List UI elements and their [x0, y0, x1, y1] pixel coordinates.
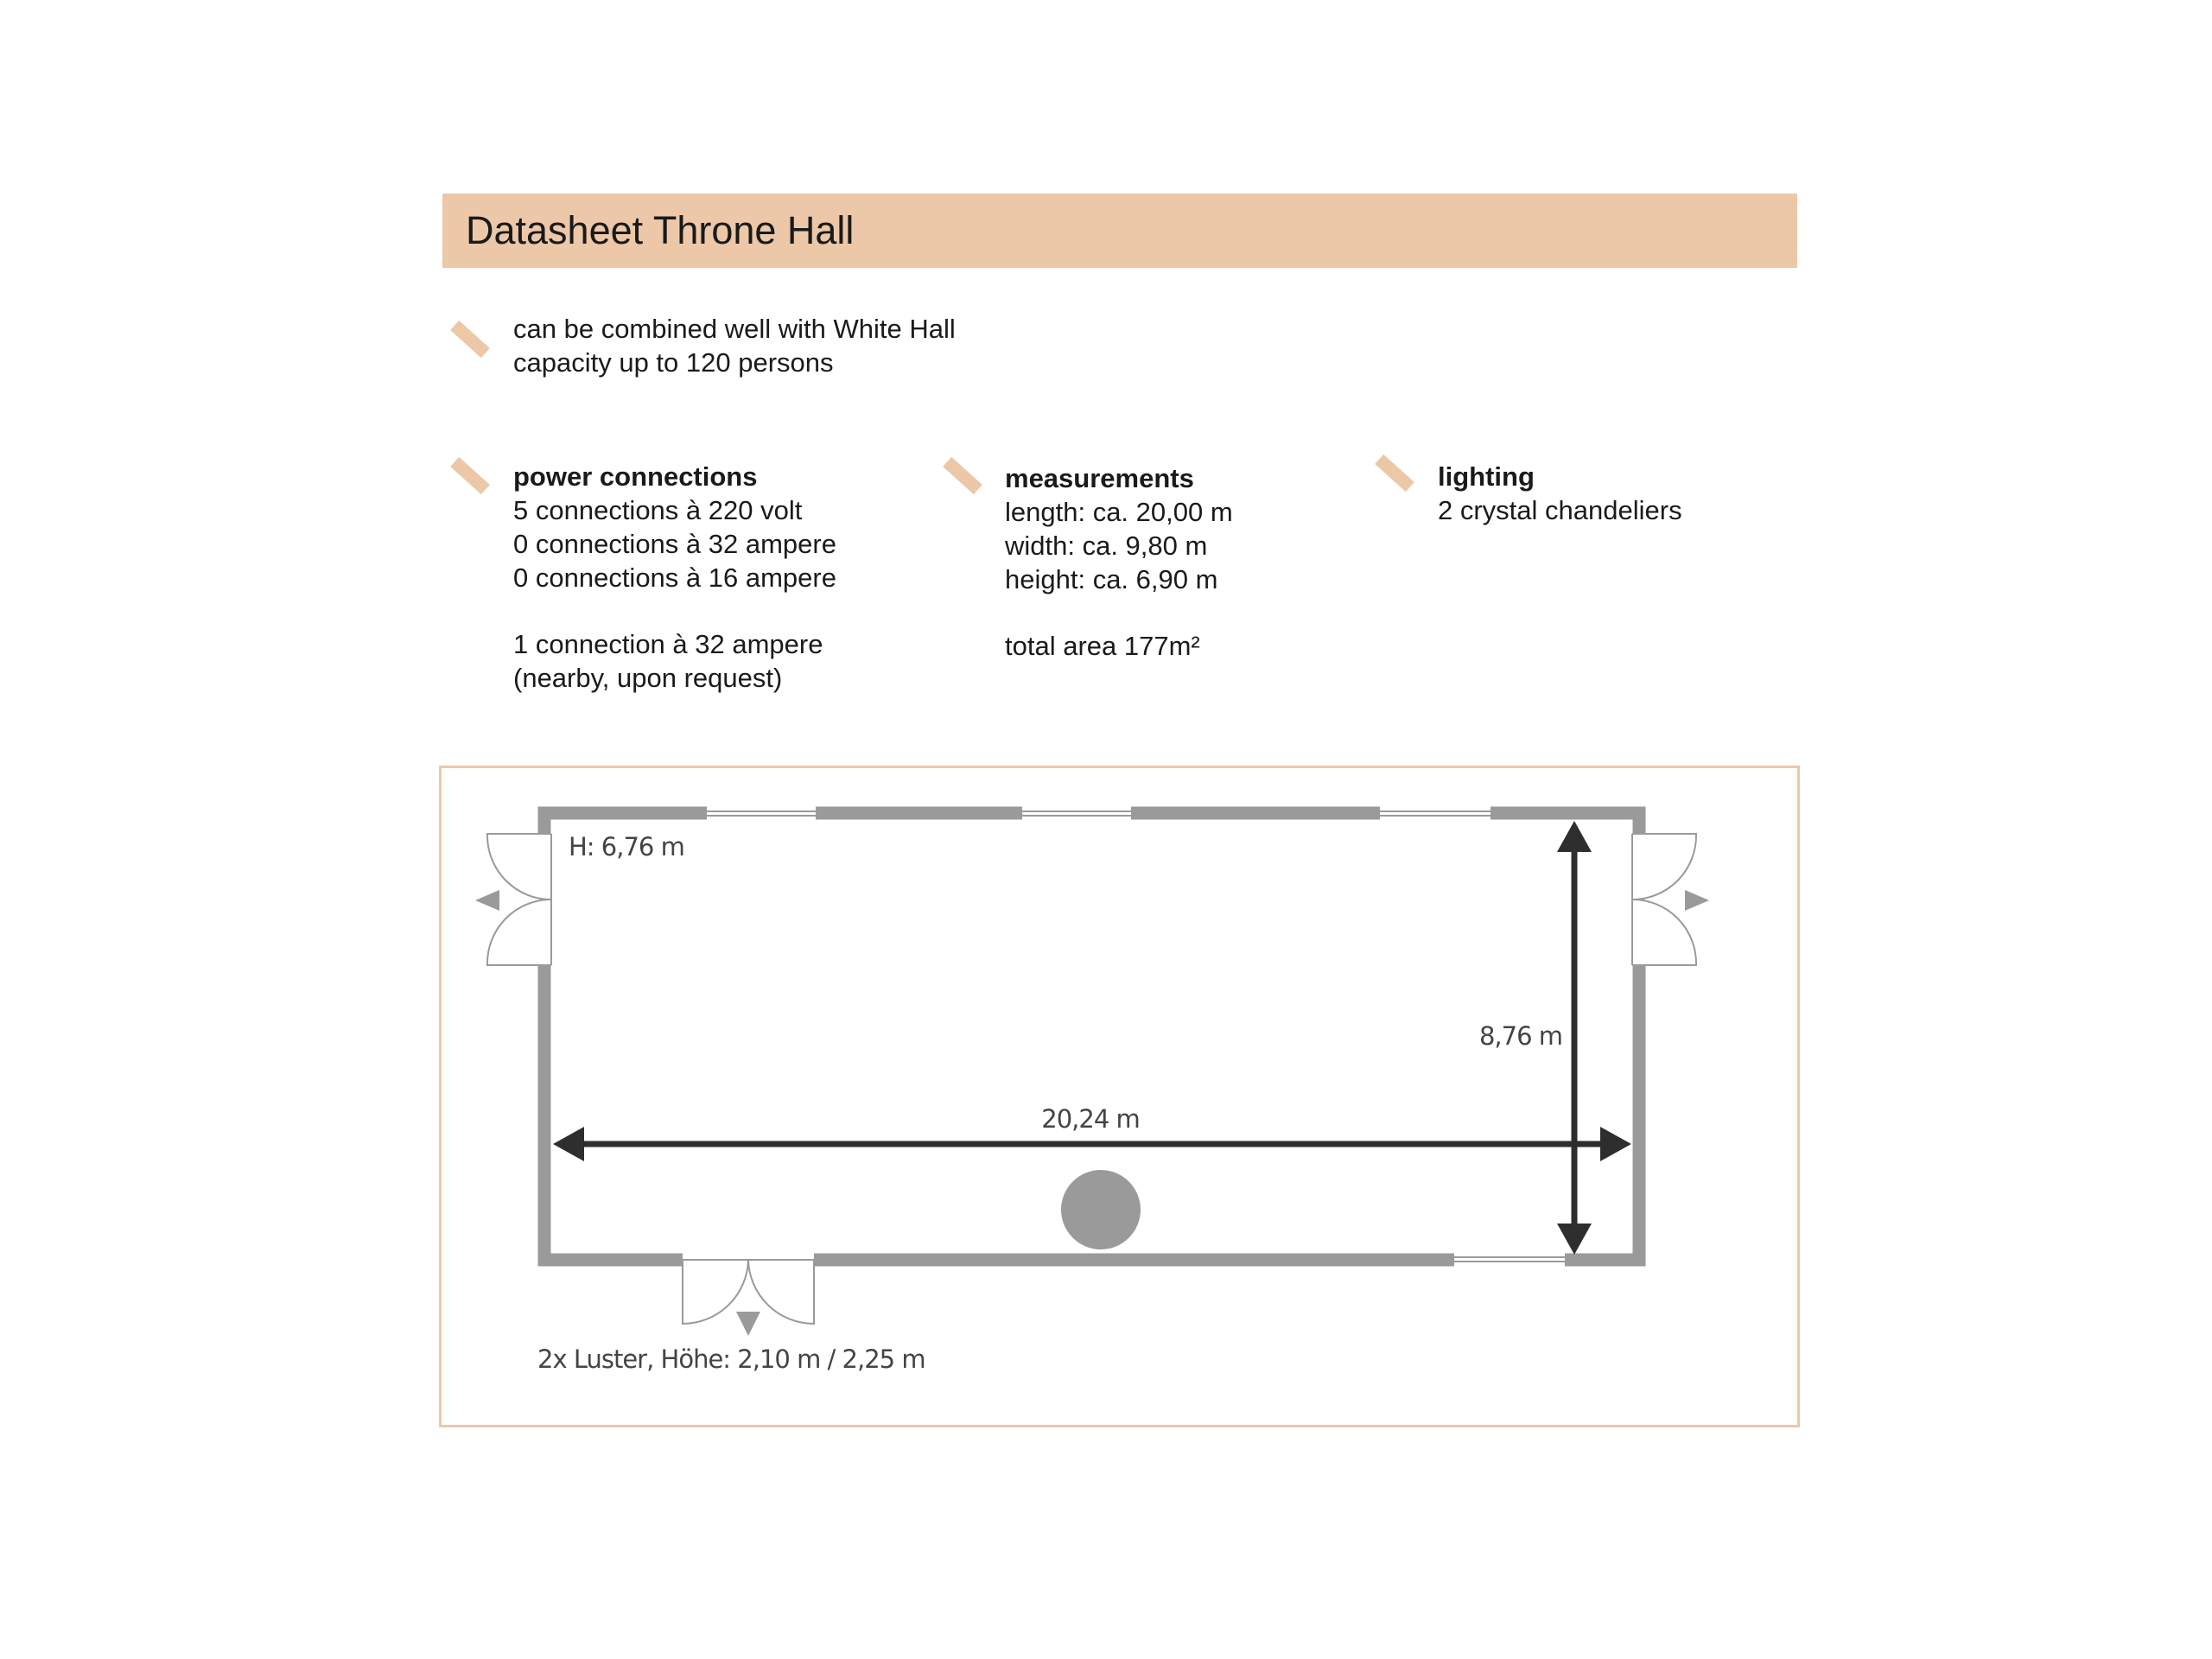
measurements-total-area: total area 177m²: [1005, 631, 1200, 661]
page-title: Datasheet Throne Hall: [466, 208, 855, 252]
door-right: [1632, 834, 1709, 965]
measurements-heading: measurements: [1005, 463, 1194, 493]
measurements-length: length: ca. 20,00 m: [1005, 497, 1233, 527]
lighting-chandeliers: 2 crystal chandeliers: [1438, 495, 1682, 525]
power-extra-line-nearby: (nearby, upon request): [513, 663, 783, 693]
chandelier-height-label: 2x Luster, Höhe: 2,10 m / 2,25 m: [537, 1344, 925, 1374]
window-top-2: [1022, 806, 1131, 820]
intro-line-combined: can be combined well with White Hall: [513, 314, 956, 344]
width-dimension-arrow: [1557, 821, 1592, 1255]
length-dimension-label: 20,24 m: [1041, 1104, 1140, 1134]
lighting-heading: lighting: [1438, 461, 1535, 492]
measurements-width: width: ca. 9,80 m: [1005, 531, 1208, 561]
window-top-1: [707, 806, 816, 820]
power-extra-line-connection: 1 connection à 32 ampere: [513, 629, 823, 659]
intro-line-capacity: capacity up to 120 persons: [513, 347, 834, 378]
power-line-16a: 0 connections à 16 ampere: [513, 563, 836, 593]
room-height-label: H: 6,76 m: [569, 832, 684, 861]
power-heading: power connections: [513, 461, 758, 492]
door-bottom: [683, 1253, 814, 1336]
power-line-32a: 0 connections à 32 ampere: [513, 529, 836, 559]
width-dimension-label: 8,76 m: [1478, 1021, 1562, 1051]
measurements-height: height: ca. 6,90 m: [1005, 564, 1218, 594]
window-bottom: [1454, 1253, 1565, 1267]
door-left: [475, 834, 551, 965]
window-top-3: [1380, 806, 1491, 820]
power-line-220v: 5 connections à 220 volt: [513, 495, 803, 525]
chandelier-symbol: [1061, 1170, 1141, 1249]
